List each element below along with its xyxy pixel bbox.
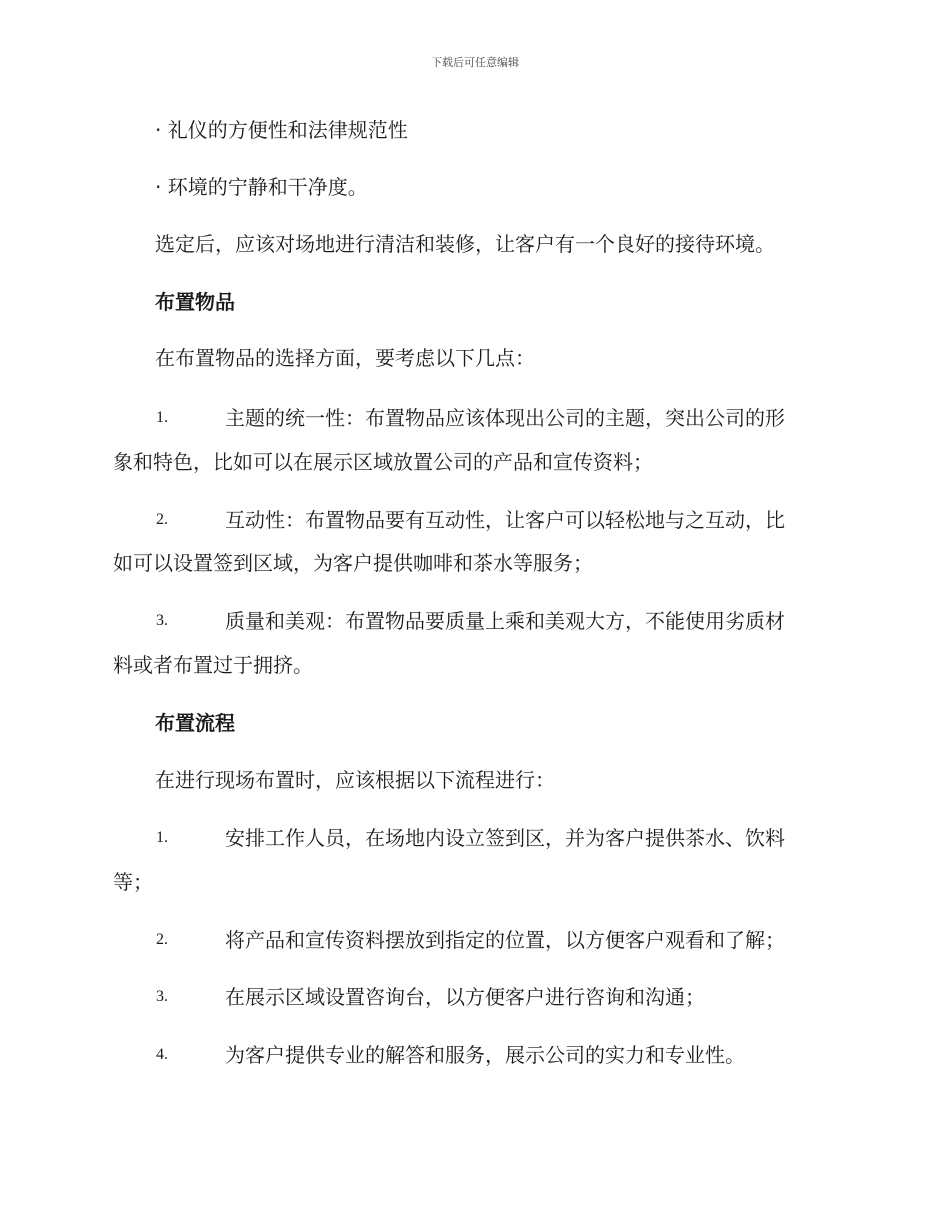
list-number: 1. [156,409,168,426]
list-item-text: 互动性：布置物品要有互动性，让客户可以轻松地与之互动，比 [225,508,785,532]
list-number: 4. [156,1046,168,1063]
list-item-text-cont: 料或者布置过于拥挤。 [113,653,313,677]
list-item-text: 为客户提供专业的解答和服务，展示公司的实力和专业性。 [225,1043,745,1067]
section-intro: 在布置物品的选择方面，要考虑以下几点： [155,346,535,370]
list-number: 3. [156,988,168,1005]
list-number: 1. [156,829,168,846]
list-item-text: 主题的统一性：布置物品应该体现出公司的主题，突出公司的形 [225,406,785,430]
section-intro: 在进行现场布置时，应该根据以下流程进行： [155,768,555,792]
section-heading: 布置物品 [155,290,235,314]
list-item-text: 在展示区域设置咨询台，以方便客户进行咨询和沟通； [225,985,705,1009]
list-item-text-cont: 象和特色，比如可以在展示区域放置公司的产品和宣传资料； [113,450,653,474]
list-number: 2. [156,931,168,948]
list-item-text-cont: 等； [113,870,153,894]
page-header: 下载后可任意编辑 [431,56,519,69]
paragraph: 选定后，应该对场地进行清洁和装修，让客户有一个良好的接待环境。 [155,232,775,256]
list-item-text: 质量和美观：布置物品要质量上乘和美观大方，不能使用劣质材 [225,609,785,633]
list-number: 2. [156,511,168,528]
list-item-text: 将产品和宣传资料摆放到指定的位置，以方便客户观看和了解； [225,928,785,952]
bullet-item: · 环境的宁静和干净度。 [155,175,368,199]
list-item-text-cont: 如可以设置签到区域，为客户提供咖啡和茶水等服务； [113,551,593,575]
list-number: 3. [156,612,168,629]
list-item-text: 安排工作人员，在场地内设立签到区，并为客户提供茶水、饮料 [225,826,785,850]
bullet-item: · 礼仪的方便性和法律规范性 [155,118,408,142]
section-heading: 布置流程 [155,711,235,735]
